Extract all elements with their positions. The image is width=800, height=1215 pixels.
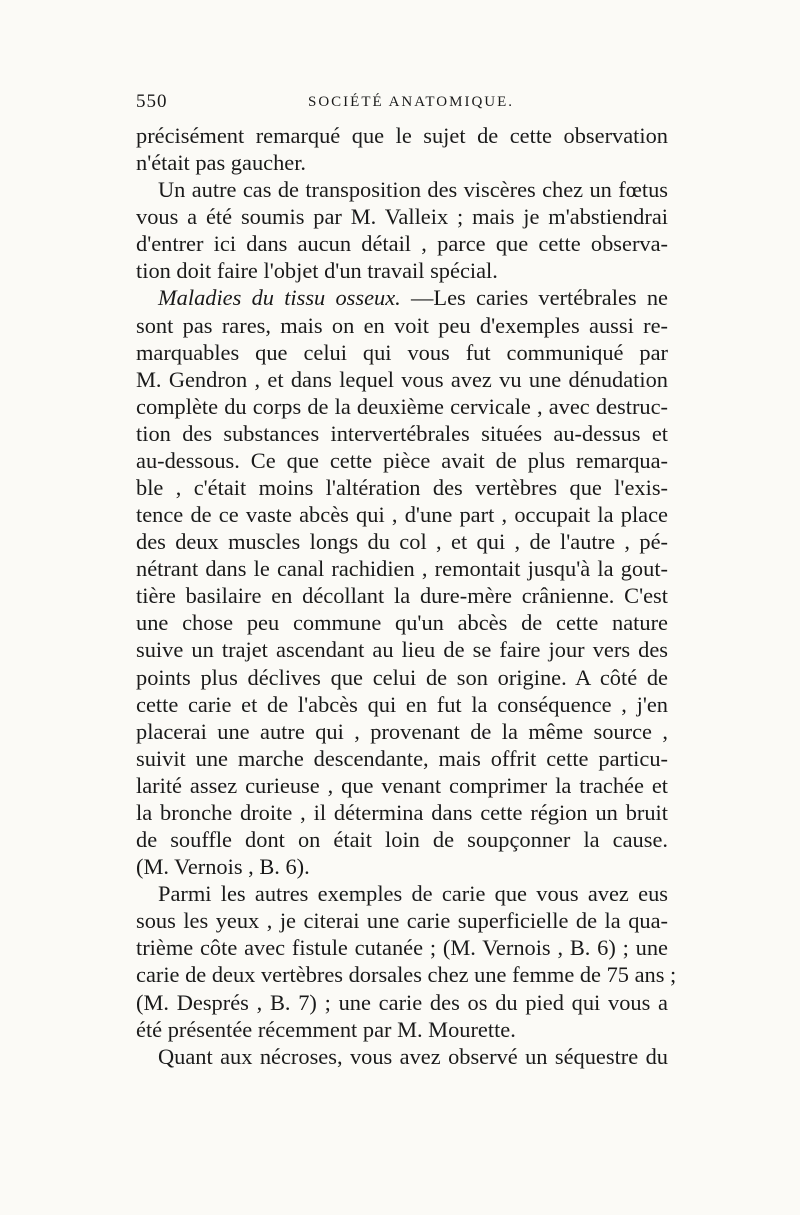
- page-number: 550: [136, 91, 168, 112]
- text-line: suive un trajet ascendant au lieu de se faire jour vers des: [136, 637, 668, 663]
- running-head: SOCIÉTÉ ANATOMIQUE.: [308, 94, 515, 110]
- text-line: Parmi les autres exemples de carie que vous avez eus: [158, 881, 668, 907]
- text-line: sont pas rares, mais on en voit peu d'exemples aussi re-: [136, 312, 668, 338]
- text-line: été présentée récemment par M. Mourette.: [136, 1016, 516, 1042]
- text-line: ble , c'était moins l'altération des vertèbres que l'exis-: [136, 475, 668, 501]
- text-line: suivit une marche descendante, mais offrit cette particu-: [136, 745, 668, 771]
- text-line: Un autre cas de transposition des viscères chez un fœtus: [158, 177, 668, 203]
- text-line: n'était pas gaucher.: [136, 150, 307, 176]
- text-line: tion des substances intervertébrales situées au-dessus et: [136, 420, 668, 446]
- text-line: une chose peu commune qu'un abcès de cette nature: [136, 610, 668, 636]
- section-heading-italic: Maladies du tissu osseux.: [158, 285, 401, 311]
- section-heading-line: Maladies du tissu osseux. —Les caries vertébrales ne: [158, 285, 668, 311]
- text-line: cette carie et de l'abcès qui en fut la conséquence , j'en: [136, 691, 668, 717]
- body-text: [136, 122, 677, 1070]
- text-line: (M. Després , B. 7) ; une carie des os du pied qui vous a: [136, 989, 668, 1015]
- text-line: marquables que celui qui vous fut communiqué par: [136, 339, 668, 365]
- text-line: d'entrer ici dans aucun détail , parce que cette observa-: [136, 231, 668, 257]
- text-line: de souffle dont on était loin de soupçonner la cause.: [136, 827, 668, 853]
- text-line: sous les yeux , je citerai une carie superficielle de la qua-: [136, 908, 668, 934]
- text-line: larité assez curieuse , que venant comprimer la trachée et: [136, 772, 668, 798]
- page-header: [136, 91, 666, 121]
- text-line: précisément remarqué que le sujet de cette observation: [136, 123, 668, 148]
- text-line: trième côte avec fistule cutanée ; (M. Vernois , B. 6) ; une: [136, 935, 668, 961]
- text-line: (M. Vernois , B. 6).: [136, 854, 310, 880]
- text-line: la bronche droite , il détermina dans cette région un bruit: [136, 799, 668, 825]
- text-line: vous a été soumis par M. Valleix ; mais je m'abstiendrai: [136, 204, 668, 230]
- text-line: au-dessous. Ce que cette pièce avait de plus remarqua-: [136, 447, 668, 473]
- text-line: complète du corps de la deuxième cervicale , avec destruc-: [136, 393, 668, 419]
- text-line: tence de ce vaste abcès qui , d'une part , occupait la place: [136, 502, 668, 528]
- text-line: nétrant dans le canal rachidien , remontait jusqu'à la gout-: [136, 556, 668, 582]
- text-line: points plus déclives que celui de son origine. A côté de: [136, 664, 668, 690]
- text-line: des deux muscles longs du col , et qui , de l'autre , pé-: [136, 529, 668, 555]
- text-line: carie de deux vertèbres dorsales chez une femme de 75 ans ;: [136, 962, 677, 988]
- text-line: Quant aux nécroses, vous avez observé un séquestre du: [158, 1043, 668, 1069]
- text-line: tière basilaire en décollant la dure-mère crânienne. C'est: [136, 583, 668, 609]
- text-line: placerai une autre qui , provenant de la même source ,: [136, 718, 668, 744]
- text-line: M. Gendron , et dans lequel vous avez vu une dénudation: [136, 366, 668, 392]
- text-line: tion doit faire l'objet d'un travail spécial.: [136, 258, 498, 284]
